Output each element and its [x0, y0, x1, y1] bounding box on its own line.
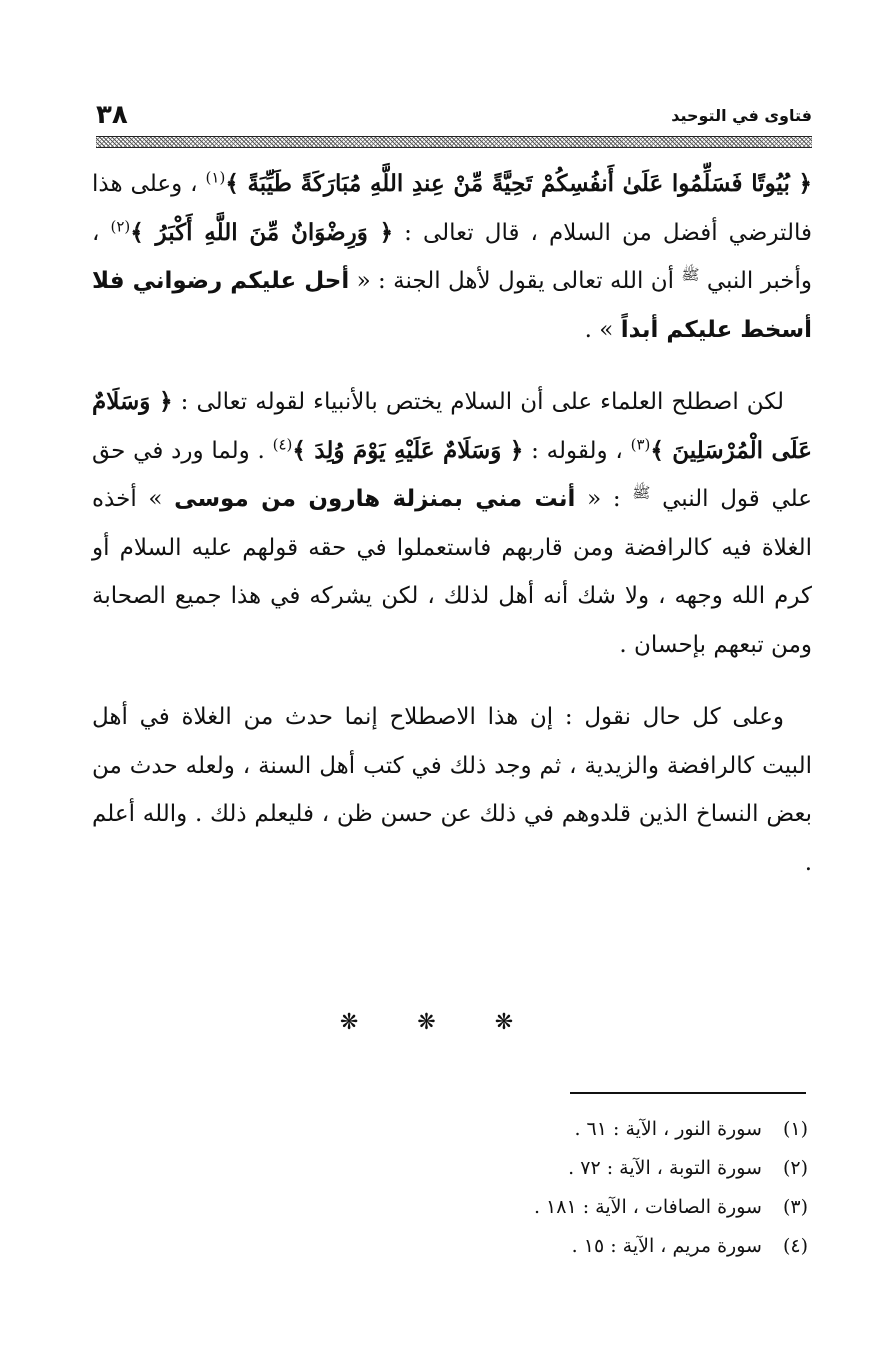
footnote-text: سورة النور ، الآية : ٦١ . — [574, 1118, 762, 1140]
footnote-item — [92, 1110, 808, 1149]
footnote-number: (١) — [782, 1118, 808, 1140]
footnote-item — [92, 1188, 808, 1227]
footnotes — [92, 1110, 808, 1266]
quran-verse: ﴿ وَسَلَامٌ عَلَى الْمُرْسَلِينَ ﴾ — [92, 388, 812, 464]
footnote-ref: (١) — [205, 168, 226, 187]
section-separator-asterisks: ❋ ❋ ❋ — [339, 1010, 540, 1035]
page-header — [96, 98, 812, 132]
header-ornamental-rule — [96, 136, 812, 148]
salutation-glyph: ﷺ — [632, 483, 651, 502]
footnote-item — [92, 1149, 808, 1188]
footnote-number: (٣) — [782, 1196, 808, 1218]
hadith-quote: أحل عليكم رضواني فلا أسخط عليكم أبداً — [92, 268, 812, 343]
running-title: فتاوى في التوحيد — [671, 105, 812, 125]
paragraph-text: ، وأخبر النبي — [92, 219, 812, 294]
paragraph-text: ، وعلى هذا فالترضي أفضل من السلام ، قال تعالى : — [92, 171, 813, 246]
salutation-glyph: ﷺ — [681, 265, 700, 284]
quran-verse: ﴿ وَرِضْوَانٌ مِّنَ اللَّهِ أَكْبَرُ ﴾ — [130, 218, 394, 246]
paragraph-text: وعلى كل حال نقول : إن هذا الاصطلاح إنما حدث من الغلاة في أهل البيت كالرافضة والزيدية ، ثم وجد ذلك في كتب أهل السنة ، ولعله حدث من بعض النساخ الذين قلدوهم في ذلك عن حسن ظن ، فليعلم ذلك . والله أعلم . — [92, 704, 812, 876]
paragraph-text: » أخذه الغلاة فيه كالرافضة ومن قاربهم فاستعملوا في حقه قولهم عليه السلام أو كرم الله وجهه ، ولا شك أنه أهل لذلك ، لكن يشركه في هذا جميع الصحابة ومن تبعهم بإحسان . — [92, 486, 812, 658]
footnote-text: سورة الصافات ، الآية : ١٨١ . — [533, 1196, 762, 1218]
paragraph-1 — [92, 160, 812, 354]
hadith-quote: أنت مني بمنزلة هارون من موسى — [174, 486, 576, 512]
footnote-ref: (٢) — [110, 216, 131, 235]
quran-verse: ﴿ وَسَلَامٌ عَلَيْهِ يَوْمَ وُلِدَ ﴾ — [292, 436, 524, 464]
footnote-text: سورة مريم ، الآية : ١٥ . — [571, 1235, 762, 1257]
paragraph-text: أن الله تعالى يقول لأهل الجنة : « — [349, 268, 682, 294]
paragraph-text: : « — [575, 486, 633, 512]
paragraph-2 — [92, 378, 812, 669]
footnote-text: سورة التوبة ، الآية : ٧٢ . — [568, 1157, 762, 1179]
paragraph-text: . ولما ورد في حق علي قول النبي — [92, 437, 812, 512]
footnote-number: (٤) — [782, 1235, 808, 1257]
footnote-ref: (٤) — [272, 434, 293, 453]
footnote-divider — [570, 1092, 806, 1094]
paragraph-text: لكن اصطلح العلماء على أن السلام يختص بالأنبياء لقوله تعالى : — [172, 389, 785, 415]
paragraph-text: ، ولقوله : — [523, 437, 631, 464]
footnote-number: (٢) — [782, 1157, 808, 1179]
footnote-item — [92, 1227, 808, 1266]
footnote-ref: (٣) — [630, 434, 651, 453]
paragraph-text: » . — [584, 316, 621, 343]
quran-verse: ﴿ بُيُوتًا فَسَلِّمُوا عَلَىٰ أَنفُسِكُمْ تَحِيَّةً مِّنْ عِندِ اللَّهِ مُبَارَكَةً طَيِّبَةً ﴾ — [225, 170, 812, 197]
page-number: ٣٨ — [96, 100, 128, 130]
main-text — [92, 160, 812, 887]
paragraph-3 — [92, 693, 812, 887]
